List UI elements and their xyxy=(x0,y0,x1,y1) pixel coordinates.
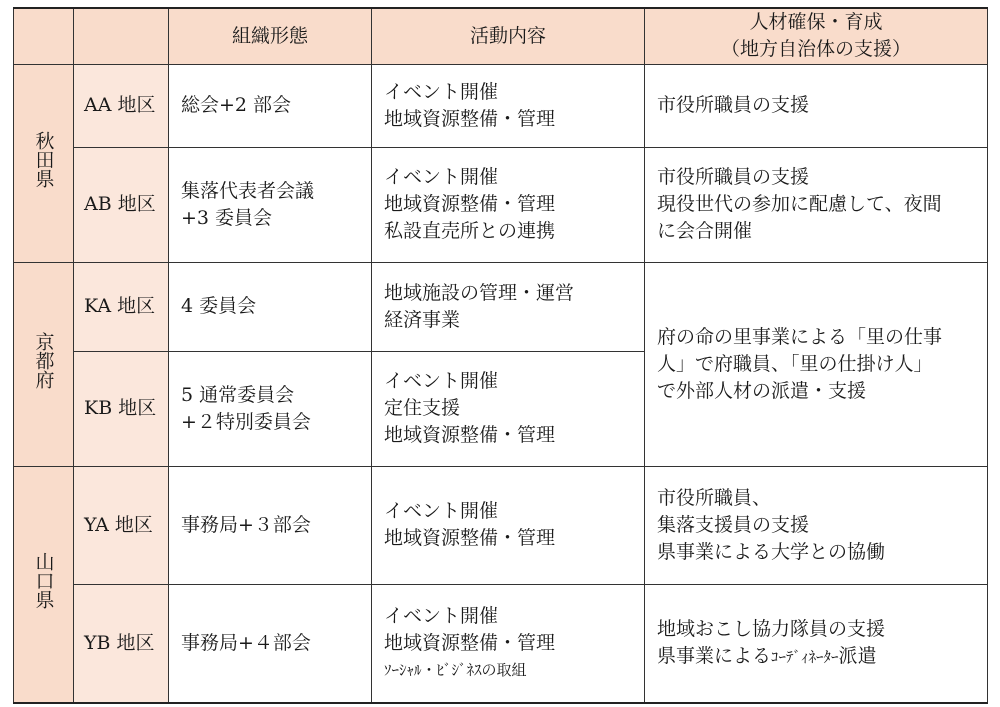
support-line xyxy=(657,643,975,671)
header-org-label: 組織形態 xyxy=(231,24,308,47)
support-line: 市役所職員、 xyxy=(657,486,772,509)
district-cell xyxy=(74,262,169,351)
support-line: 市役所職員の支援 xyxy=(657,94,810,116)
org-line: +3 委員会 xyxy=(181,206,273,229)
org-line: 5 通常委員会 xyxy=(181,383,295,406)
activity-line: 地域施設の管理・運営 xyxy=(384,281,575,304)
district-label: YA 地区 xyxy=(84,513,153,536)
prefecture-label: 山口県 xyxy=(32,551,55,609)
district-label: KB 地区 xyxy=(84,397,157,419)
support-text-small: ｺｰﾃﾞｨﾈｰﾀｰ xyxy=(771,647,839,666)
district-cell xyxy=(74,64,169,147)
support-cell xyxy=(645,584,988,703)
activity-line: 定住支援 xyxy=(384,397,461,419)
activity-line: 私設直売所との連携 xyxy=(384,220,556,242)
table-row xyxy=(14,64,988,147)
header-support-line2: （地方自治体の支援） xyxy=(720,38,911,61)
org-line: 4 委員会 xyxy=(181,295,257,317)
district-label: AA 地区 xyxy=(84,94,156,116)
district-cell xyxy=(74,351,169,466)
org-line: 事務局+４部会 xyxy=(181,631,311,654)
activity-line: イベント開催 xyxy=(384,370,499,392)
org-line: +２特別委員会 xyxy=(181,410,311,433)
activity-line: イベント開催 xyxy=(384,604,499,627)
support-cell xyxy=(645,466,988,584)
header-blank-district xyxy=(74,8,169,64)
activity-cell xyxy=(372,262,645,351)
support-text: 派遣 xyxy=(838,644,877,667)
district-label: AB 地区 xyxy=(84,193,156,215)
activity-line: イベント開催 xyxy=(384,500,499,522)
support-line: 地域おこし協力隊員の支援 xyxy=(657,617,886,640)
org-line: 集落代表者会議 xyxy=(181,179,315,202)
prefecture-akita xyxy=(14,64,74,262)
header-support xyxy=(645,8,988,64)
support-line: 府の命の里事業による「里の仕事 xyxy=(657,325,943,348)
header-activity xyxy=(372,8,645,64)
support-cell xyxy=(645,147,988,262)
activity-line: ｿｰｼｬﾙ・ﾋﾞｼﾞﾈｽの取組 xyxy=(384,660,527,679)
district-label: YB 地区 xyxy=(84,631,155,654)
activity-cell xyxy=(372,351,645,466)
table-row xyxy=(14,262,988,351)
district-cell xyxy=(74,584,169,703)
header-support-line1: 人材確保・育成 xyxy=(749,11,883,34)
support-line: 県事業による大学との協働 xyxy=(657,540,886,563)
activity-line: 地域資源整備・管理 xyxy=(384,424,556,446)
activity-line: 経済事業 xyxy=(384,308,461,331)
support-line: に会合開催 xyxy=(657,220,753,242)
activity-cell xyxy=(372,147,645,262)
regional-organization-table xyxy=(13,7,988,704)
support-text: 県事業による xyxy=(657,644,772,667)
prefecture-kyoto xyxy=(14,262,74,466)
activity-line: イベント開催 xyxy=(384,166,499,188)
activity-cell xyxy=(372,64,645,147)
org-line: 総会+2 部会 xyxy=(181,94,292,116)
activity-line: イベント開催 xyxy=(384,80,499,103)
org-cell xyxy=(169,64,372,147)
activity-line: 地域資源整備・管理 xyxy=(384,193,556,215)
support-line: 市役所職員の支援 xyxy=(657,166,810,188)
prefecture-label: 京都府 xyxy=(32,331,55,389)
org-cell xyxy=(169,147,372,262)
activity-cell xyxy=(372,584,645,703)
prefecture-yamaguchi xyxy=(14,466,74,703)
activity-line: 地域資源整備・管理 xyxy=(384,107,556,130)
header-activity-label: 活動内容 xyxy=(469,24,546,47)
table-row xyxy=(14,147,988,262)
support-line: 集落支援員の支援 xyxy=(657,513,810,536)
district-cell xyxy=(74,147,169,262)
org-cell xyxy=(169,584,372,703)
district-label: KA 地区 xyxy=(84,295,156,317)
org-cell xyxy=(169,262,372,351)
org-cell xyxy=(169,351,372,466)
activity-line: 地域資源整備・管理 xyxy=(384,631,556,654)
table-row xyxy=(14,466,988,584)
org-line: 事務局+３部会 xyxy=(181,513,311,536)
header-blank-pref xyxy=(14,8,74,64)
support-cell xyxy=(645,64,988,147)
org-cell xyxy=(169,466,372,584)
support-cell xyxy=(645,262,988,466)
prefecture-label: 秋田県 xyxy=(32,130,55,188)
activity-cell xyxy=(372,466,645,584)
table-row xyxy=(14,584,988,703)
district-cell xyxy=(74,466,169,584)
support-line: 人」で府職員、「里の仕掛け人」 xyxy=(657,352,933,375)
table-header-row xyxy=(14,8,988,64)
header-org-form xyxy=(169,8,372,64)
activity-line: 地域資源整備・管理 xyxy=(384,527,556,549)
support-line: で外部人材の派遣・支援 xyxy=(657,379,867,402)
support-line: 現役世代の参加に配慮して、夜間 xyxy=(657,193,942,215)
